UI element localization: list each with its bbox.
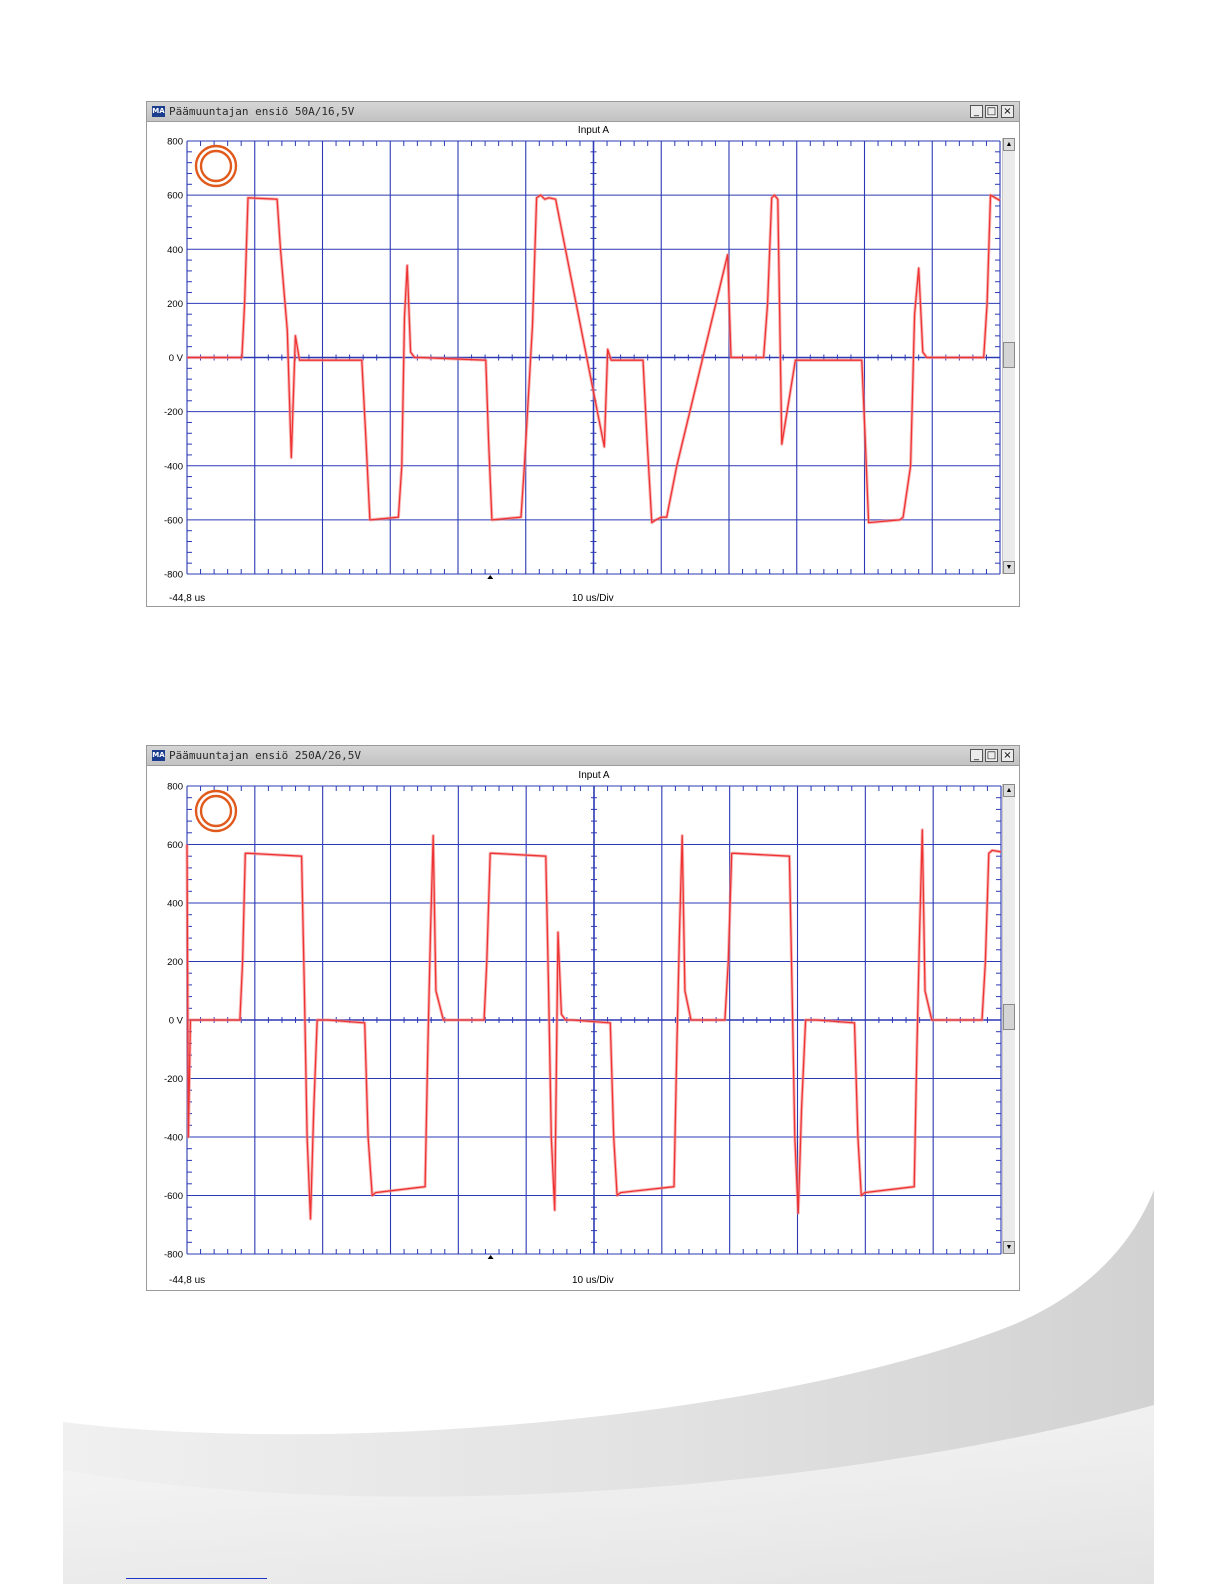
- timebase-label: 10 us/Div: [572, 593, 614, 604]
- y-tick-label: 200: [167, 957, 183, 968]
- y-tick-label: 0 V: [168, 1015, 183, 1027]
- scope-app-icon: MA: [152, 751, 165, 759]
- timebase-label: 10 us/Div: [572, 1275, 614, 1286]
- maximize-button[interactable]: □: [986, 750, 997, 761]
- y-tick-label: 400: [167, 244, 183, 256]
- y-tick-label: -600: [163, 515, 183, 527]
- scope-window-2: [146, 745, 1020, 1291]
- minimize-button[interactable]: _: [970, 749, 983, 762]
- vertical-scrollbar[interactable]: [1002, 784, 1015, 1254]
- window-title: Päämuuntajan ensiö 250A/26,5V: [169, 749, 362, 762]
- y-tick-label: 400: [167, 898, 183, 910]
- window-title: Päämuuntajan ensiö 50A/16,5V: [169, 105, 355, 118]
- chart-title: Input A: [577, 125, 610, 136]
- window-titlebar: [147, 746, 1019, 766]
- vertical-scrollbar[interactable]: [1002, 138, 1015, 574]
- scope-app-icon: MA: [152, 107, 165, 115]
- trigger-marker: [487, 575, 493, 579]
- y-tick-label: 200: [167, 298, 183, 310]
- y-tick-label: -400: [163, 1132, 183, 1144]
- double-circle-logo: [196, 146, 236, 186]
- y-tick-label: -800: [163, 569, 183, 581]
- y-tick-label: -400: [163, 461, 183, 473]
- scrollbar-thumb[interactable]: [1003, 1004, 1015, 1030]
- y-tick-label: 0 V: [168, 353, 183, 364]
- chart-title: Input A: [578, 770, 610, 781]
- close-button[interactable]: ×: [1001, 749, 1014, 762]
- arrow-up-icon[interactable]: ▲: [1003, 138, 1015, 151]
- y-tick-label: -200: [163, 1074, 183, 1085]
- arrow-up-icon[interactable]: ▲: [1003, 784, 1015, 797]
- arrow-down-icon[interactable]: ▼: [1003, 1241, 1015, 1254]
- double-circle-logo: [196, 791, 236, 831]
- scope-plot-2: [147, 766, 1019, 1290]
- x-start-label: -44,8 us: [169, 593, 206, 604]
- trigger-marker: [488, 1255, 494, 1259]
- maximize-button[interactable]: □: [986, 106, 997, 117]
- minimize-button[interactable]: _: [970, 105, 983, 118]
- footer-link-underline[interactable]: [126, 1578, 267, 1579]
- x-start-label: -44,8 us: [169, 1275, 206, 1286]
- logo-inner-ring: [201, 796, 231, 826]
- y-tick-label: -600: [163, 1191, 183, 1202]
- window-titlebar: [147, 102, 1019, 122]
- scope-window-1: [146, 101, 1020, 607]
- scope-plot-1: [147, 122, 1019, 606]
- logo-inner-ring: [201, 151, 231, 181]
- y-tick-label: -200: [163, 407, 183, 419]
- y-tick-label: 800: [167, 136, 183, 148]
- close-button[interactable]: ×: [1001, 105, 1014, 118]
- scrollbar-thumb[interactable]: [1003, 342, 1015, 368]
- y-tick-label: 600: [167, 190, 183, 202]
- y-tick-label: 800: [167, 781, 183, 793]
- y-tick-label: 600: [167, 840, 183, 851]
- y-tick-label: -800: [163, 1249, 183, 1261]
- arrow-down-icon[interactable]: ▼: [1003, 561, 1015, 574]
